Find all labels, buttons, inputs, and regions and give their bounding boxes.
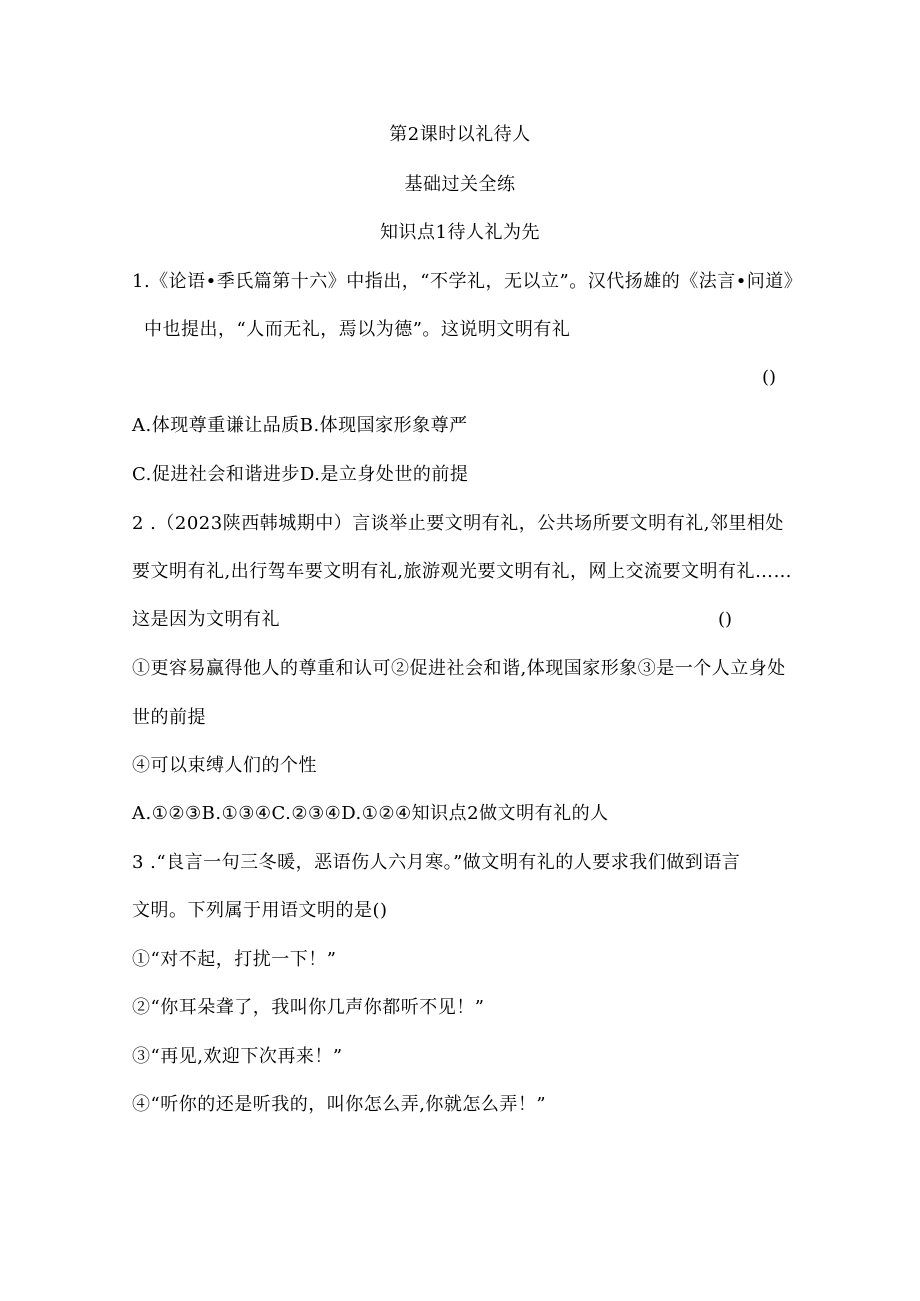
question-2-line-2: 要文明有礼,出行驾车要文明有礼,旅游观光要文明有礼，网上交流要文明有礼……	[132, 561, 792, 582]
question-1-options-cd: C.促进社会和谐进步D.是立身处世的前提	[132, 464, 469, 485]
question-1-options-ab: A.体现尊重谦让品质B.体现国家形象尊严	[132, 415, 468, 436]
question-2-line-3: 这是因为文明有礼	[132, 609, 280, 630]
question-3-line-2: 文明。下列属于用语文明的是()	[132, 900, 388, 921]
question-1-line-2: 中也提出，“人而无礼，焉以为德”。这说明文明有礼	[144, 319, 571, 340]
question-3-item-3: ③“再见,欢迎下次再来！”	[132, 1046, 343, 1067]
knowledge-point-1-heading: 知识点1待人礼为先	[380, 222, 540, 243]
question-3-item-4: ④“听你的还是听我的，叫你怎么弄,你就怎么弄！”	[132, 1094, 547, 1115]
question-3-item-1: ①“对不起，打扰一下！”	[132, 949, 337, 970]
question-1-answer-blank: ()	[762, 367, 777, 388]
question-3-line-1: 3 .“良言一句三冬暖，恶语伤人六月寒。”做文明有礼的人要求我们做到语言	[132, 852, 741, 873]
question-2-item-line-1: ①更容易赢得他人的尊重和认可②促进社会和谐,体现国家形象③是一个人立身处	[132, 658, 786, 679]
lesson-title: 第2课时以礼待人	[389, 124, 531, 145]
question-2-line-1: 2 .（2023陕西韩城期中）言谈举止要文明有礼，公共场所要文明有礼,邻里相处	[132, 513, 784, 534]
question-1-line-1: 1.《论语•季氏篇第十六》中指出，“不学礼，无以立”。汉代扬雄的《法言•问道》	[132, 271, 803, 292]
question-2-answer-blank: ()	[718, 609, 733, 630]
question-2-item-line-2: 世的前提	[132, 707, 206, 728]
section-heading: 基础过关全练	[404, 174, 516, 195]
question-3-item-2: ②“你耳朵聋了，我叫你几声你都听不见！”	[132, 997, 485, 1018]
question-2-item-line-3: ④可以束缚人们的个性	[132, 755, 317, 776]
question-2-options: A.①②③B.①③④C.②③④D.①②④知识点2做文明有礼的人	[132, 803, 609, 824]
